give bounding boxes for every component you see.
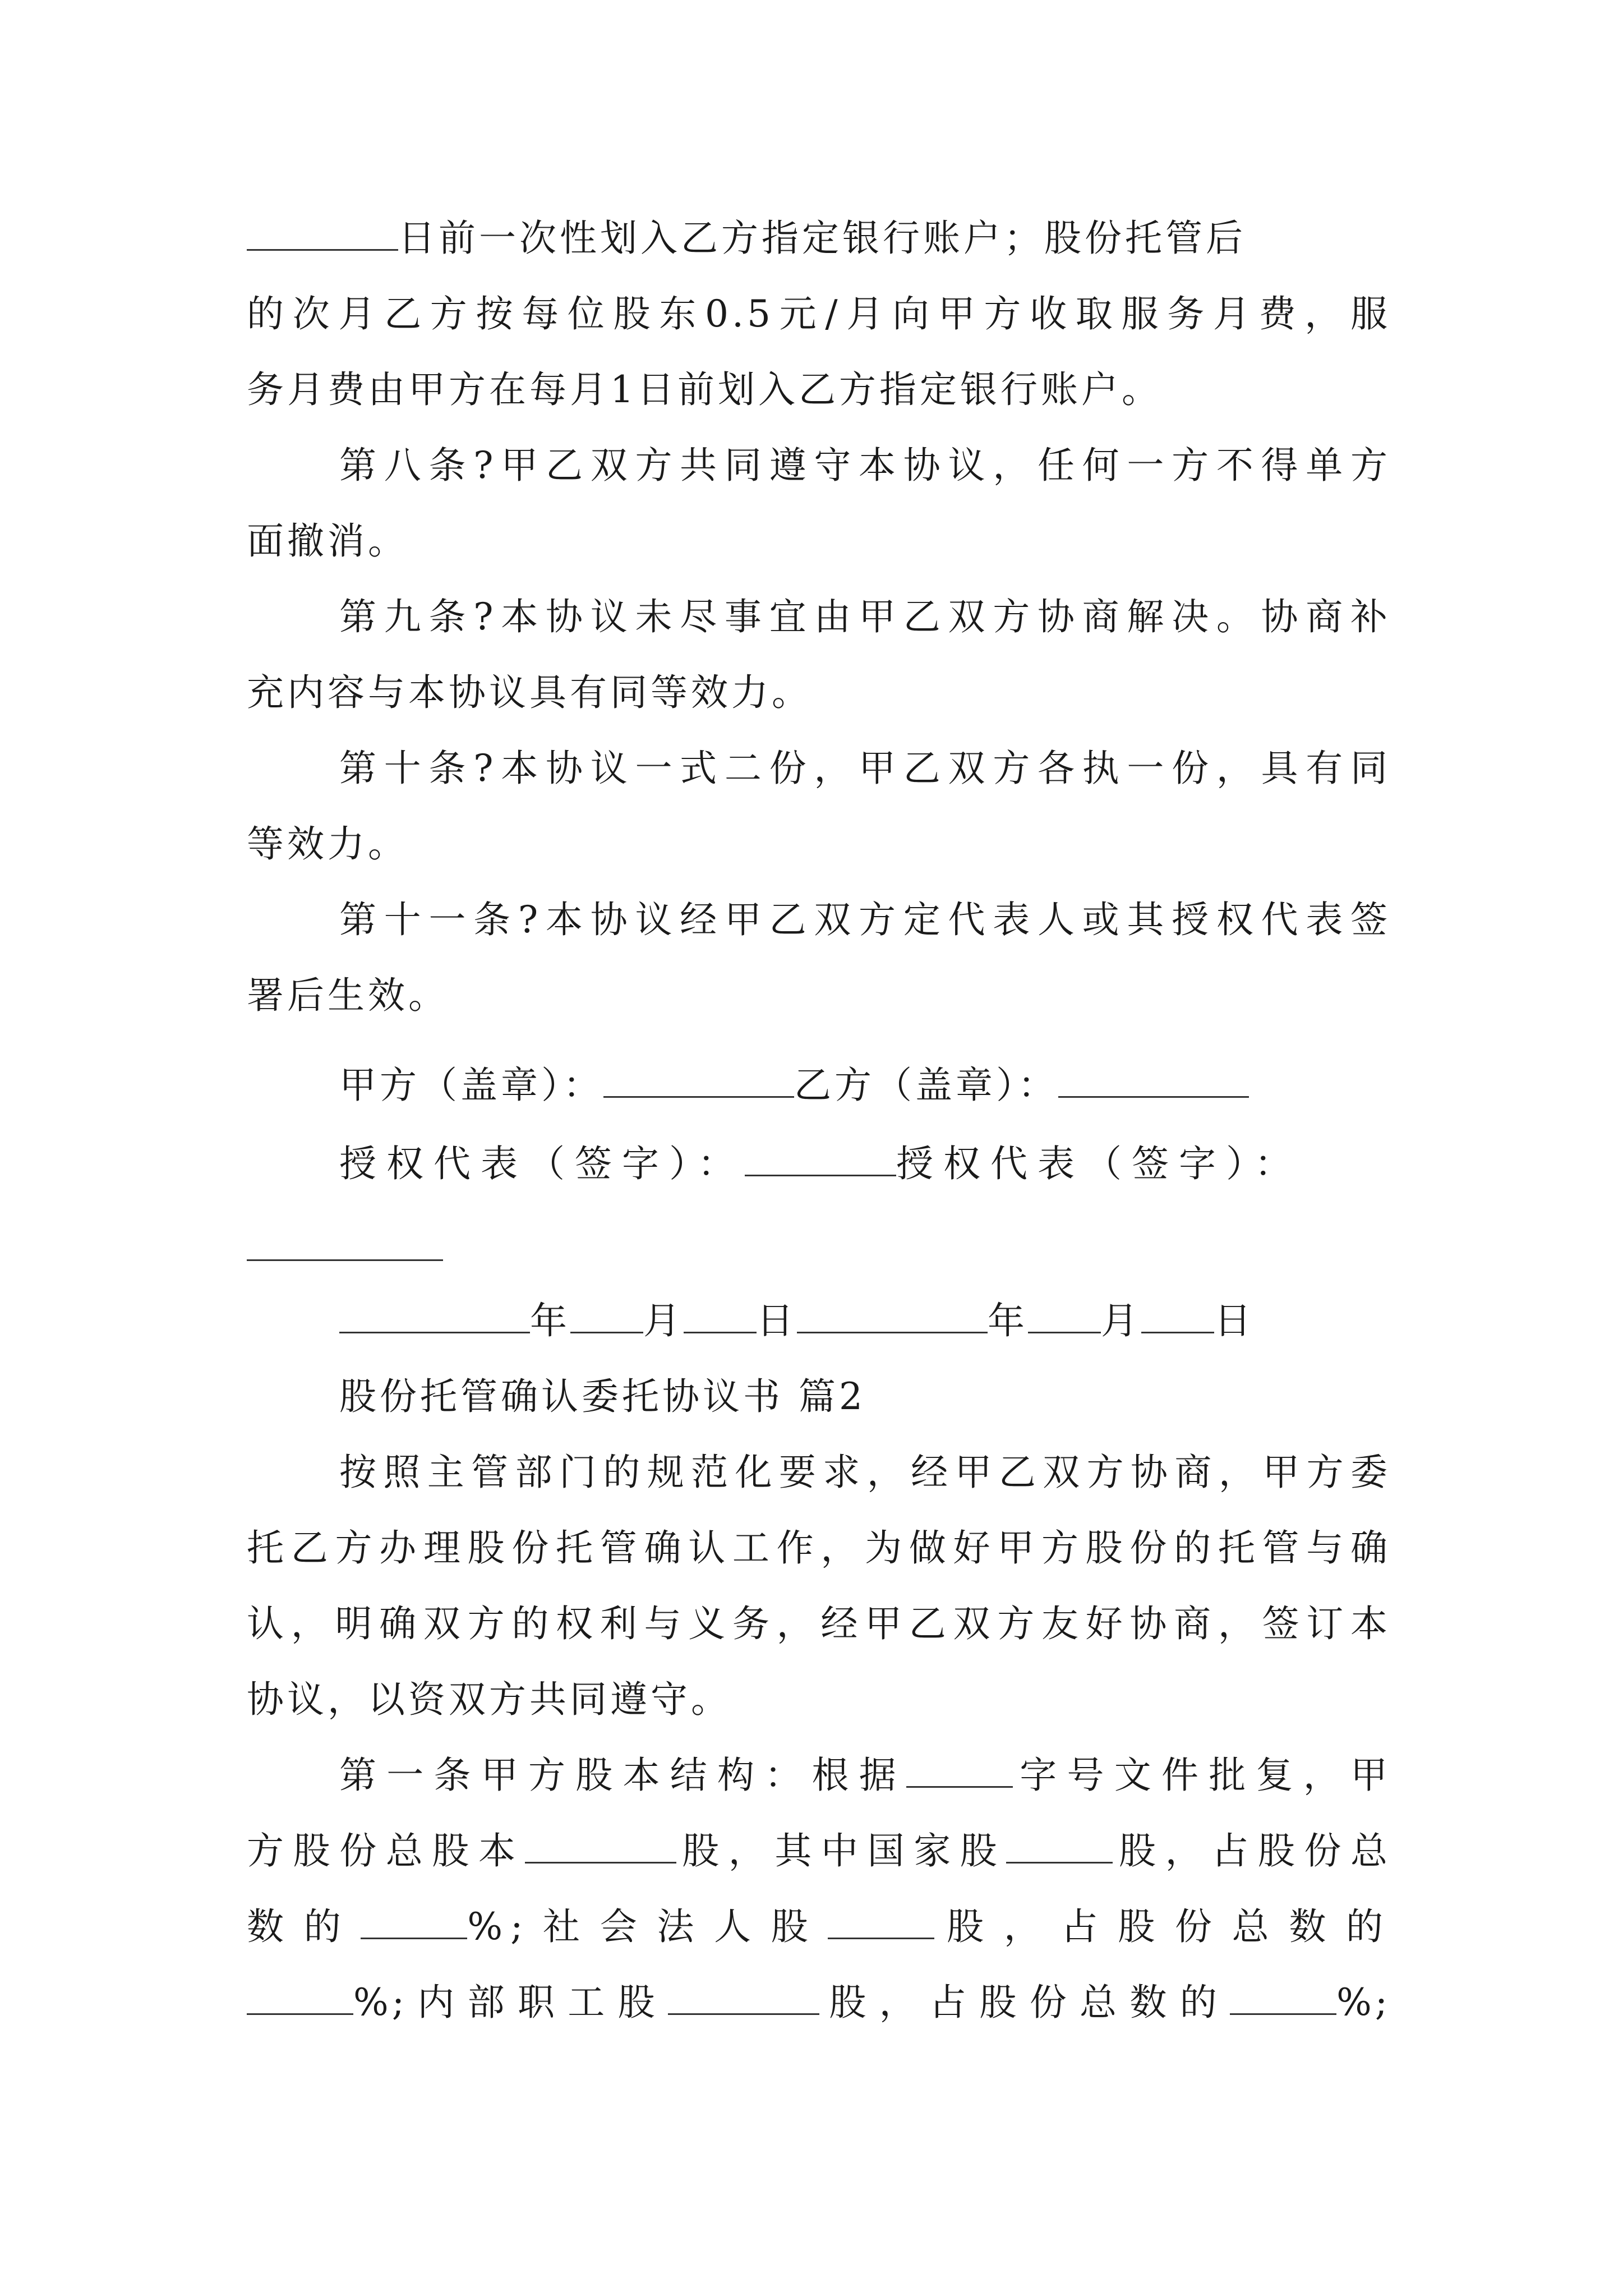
party-a-auth-rep-label: 授权代表（签字）： <box>339 1142 745 1185</box>
article-8-line: 第八条?甲乙双方共同遵守本协议，任何一方不得单方 <box>339 444 1391 487</box>
article-9-line: 第九条?本协议未尽事宜由甲乙双方协商解决。协商补 <box>339 595 1391 638</box>
party-b-auth-rep-blank <box>247 1259 443 1261</box>
month-a-blank <box>570 1291 643 1333</box>
fill-in-blank <box>1230 1973 1336 2015</box>
day-a-blank <box>684 1291 757 1333</box>
month-a-label: 月 <box>643 1299 684 1342</box>
fill-in-blank <box>828 1897 934 1939</box>
date-line <box>339 1290 1391 1352</box>
text-segment: 股，占股份总数的 <box>819 1981 1230 2024</box>
party-b-seal-label: 乙方（盖章）： <box>794 1064 1058 1107</box>
month-b-blank <box>1028 1291 1101 1333</box>
month-b-label: 月 <box>1101 1299 1141 1342</box>
year-a-blank <box>339 1291 530 1333</box>
article-1-line <box>339 1745 1391 1806</box>
party-a-seal-label: 甲方（盖章）： <box>339 1064 603 1107</box>
text-segment: 第一条甲方股本结构：根据 <box>339 1754 906 1797</box>
seal-line <box>339 1055 1391 1116</box>
day-b-blank <box>1141 1291 1214 1333</box>
text-segment: 股，其中国家股 <box>676 1829 1007 1872</box>
text-line: 充内容与本协议具有同等效力。 <box>247 671 812 714</box>
day-b-label: 日 <box>1214 1299 1255 1342</box>
fill-in-blank <box>361 1897 467 1939</box>
text-segment: 股，占股份总数的 <box>934 1905 1391 1948</box>
party-b-seal-blank <box>1058 1056 1249 1098</box>
party-a-seal-blank <box>603 1056 794 1098</box>
fill-in-blank <box>1006 1821 1113 1864</box>
text-line: 务月费由甲方在每月1日前划入乙方指定银行账户。 <box>247 368 1162 411</box>
text-line <box>247 1820 1391 1882</box>
text-segment: 股，占股份总 <box>1113 1829 1391 1872</box>
day-a-label: 日 <box>757 1299 797 1342</box>
text-segment: 字号文件批复，甲 <box>1013 1754 1391 1797</box>
fill-in-blank <box>247 1973 353 2015</box>
text-line: 托乙方办理股份托管确认工作，为做好甲方股份的托管与确 <box>247 1526 1391 1570</box>
fill-in-blank <box>668 1973 819 2015</box>
text-line <box>247 208 1391 269</box>
text-line: 的次月乙方按每位股东0.5元/月向甲方收取服务月费，服 <box>247 292 1391 335</box>
text-line: 按照主管部门的规范化要求，经甲乙双方协商，甲方委 <box>339 1451 1391 1494</box>
auth-rep-line <box>339 1133 1391 1195</box>
year-b-blank <box>797 1291 988 1333</box>
party-b-auth-rep-label: 授权代表（签字）： <box>896 1142 1302 1185</box>
text-segment: %;内部职工股 <box>353 1981 668 2024</box>
text-line: 认，明确双方的权利与义务，经甲乙双方友好协商，签订本 <box>247 1602 1391 1645</box>
text-segment: 方股份总股本 <box>247 1829 525 1872</box>
text-segment: %;社会法人股 <box>467 1905 828 1948</box>
text-line <box>247 1896 1391 1958</box>
text-line: 面撤消。 <box>247 519 408 563</box>
text-segment: 日前一次性划入乙方指定银行账户；股份托管后 <box>398 217 1246 260</box>
text-segment: 数的 <box>247 1905 361 1948</box>
year-b-label: 年 <box>988 1299 1028 1342</box>
text-line: 协议，以资双方共同遵守。 <box>247 1678 731 1721</box>
text-segment: %; <box>1336 1981 1391 2024</box>
article-10-line: 第十条?本协议一式二份，甲乙双方各执一份，具有同 <box>339 747 1391 790</box>
year-a-label: 年 <box>530 1299 570 1342</box>
fill-in-blank <box>525 1821 676 1864</box>
party-a-auth-rep-blank <box>745 1134 896 1176</box>
section-title: 股份托管确认委托协议书 篇2 <box>339 1375 866 1418</box>
text-line: 署后生效。 <box>247 974 449 1017</box>
article-11-line: 第十一条?本协议经甲乙双方定代表人或其授权代表签 <box>339 898 1391 941</box>
fill-in-blank <box>906 1746 1013 1788</box>
text-line: 等效力。 <box>247 822 408 866</box>
text-line <box>247 1972 1391 2033</box>
fill-in-blank <box>247 209 398 251</box>
